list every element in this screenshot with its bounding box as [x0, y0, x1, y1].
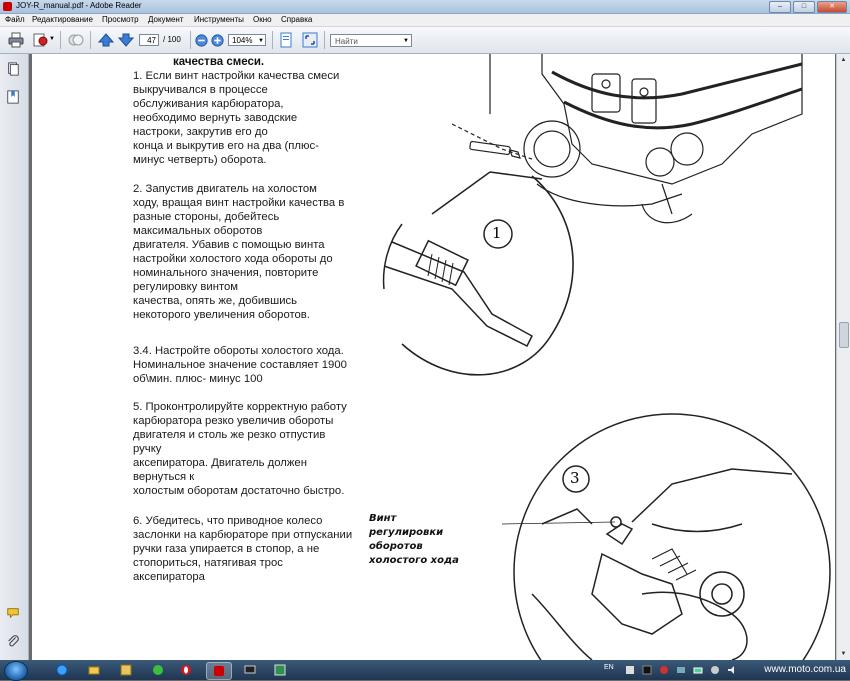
opera-icon[interactable]: [180, 664, 192, 676]
previous-page-icon[interactable]: [98, 32, 114, 48]
callout-line: холостого хода: [369, 555, 459, 566]
paragraph-1: [133, 69, 339, 167]
minimize-button[interactable]: –: [769, 1, 791, 13]
adobe-reader-icon: [213, 665, 225, 677]
monitor-icon: [244, 664, 256, 676]
vertical-scrollbar[interactable]: [836, 54, 850, 660]
find-placeholder: Найти: [335, 37, 358, 46]
text-line: заслонки на карбюраторе при отпускании: [133, 529, 353, 541]
toolbar-separator: [60, 31, 61, 49]
tray-icon[interactable]: [710, 665, 720, 675]
network-icon[interactable]: [693, 665, 703, 675]
close-button[interactable]: ✕: [817, 1, 847, 13]
taskbar-app[interactable]: [268, 662, 292, 678]
text-line: выкручивался в процессе: [133, 84, 268, 96]
toolbar: [0, 27, 850, 54]
menu-window[interactable]: Окно: [253, 15, 272, 24]
chevron-down-icon: ▼: [403, 38, 409, 44]
section-heading: качества смеси.: [173, 56, 265, 68]
language-indicator[interactable]: EN: [604, 664, 614, 671]
watermark: www.moto.com.ua: [764, 664, 846, 675]
tray-icon[interactable]: [676, 665, 686, 675]
figure-label-three: 3: [570, 469, 580, 487]
window-controls: [769, 1, 847, 13]
menu-view[interactable]: Просмотр: [102, 15, 139, 24]
toolbar-separator: [272, 31, 273, 49]
maximize-button[interactable]: □: [793, 1, 815, 13]
paragraph-2: [133, 182, 344, 322]
text-line: минус четверть) оборота.: [133, 154, 267, 166]
image-viewer-icon: [274, 664, 286, 676]
text-line: 5. Проконтролируйте корректную работу: [133, 401, 347, 413]
figure-label-one: 1: [492, 224, 502, 242]
full-screen-icon[interactable]: [302, 32, 318, 48]
icq-icon[interactable]: [152, 664, 164, 676]
window-title: JOY-R_manual.pdf - Adobe Reader: [16, 1, 142, 10]
taskbar-adobe-reader[interactable]: [206, 662, 232, 680]
idle-screw-callout: [369, 512, 459, 568]
text-line: 3.4. Настройте обороты холостого хода.: [133, 345, 344, 357]
callout-line: оборотов: [369, 541, 423, 552]
next-page-icon[interactable]: [118, 32, 134, 48]
text-line: 1. Если винт настройки качества смеси: [133, 70, 340, 82]
text-line: 6. Убедитесь, что приводное колесо: [133, 515, 323, 527]
text-line: обслуживания карбюратора,: [133, 98, 284, 110]
text-line: вернуться к: [133, 471, 195, 483]
text-line: двигателя и столь же резко отпустив: [133, 429, 326, 441]
text-line: номинального значения, повторите: [133, 267, 319, 279]
zoom-level-select[interactable]: [228, 34, 266, 46]
text-line: ходу, вращая винт настройки качества в: [133, 197, 345, 209]
text-line: максимальных оборотов: [133, 225, 263, 237]
text-line: об\мин. плюс- минус 100: [133, 373, 263, 385]
pdf-page: [32, 54, 835, 660]
text-line: некоторого увеличения оборотов.: [133, 309, 310, 321]
text-line: аксепиратора. Двигатель должен: [133, 457, 307, 469]
callout-line: регулировки: [369, 527, 444, 538]
paragraph-5: [133, 514, 352, 584]
find-input[interactable]: [330, 34, 412, 47]
text-line: ручку: [133, 443, 162, 455]
text-line: регулировку винтом: [133, 281, 239, 293]
page-number-input[interactable]: 47: [139, 34, 159, 46]
attachments-icon[interactable]: [6, 634, 20, 648]
paragraph-3: [133, 344, 347, 386]
scroll-up-icon[interactable]: ▲: [840, 57, 847, 63]
app-icon[interactable]: [120, 664, 132, 676]
text-line: стопориться, натягивая трос: [133, 557, 283, 569]
tray-icon[interactable]: [642, 665, 652, 675]
internet-explorer-icon[interactable]: [56, 664, 68, 676]
tray-icon[interactable]: [659, 665, 669, 675]
menu-help[interactable]: Справка: [281, 15, 313, 24]
toolbar-separator: [90, 31, 91, 49]
navigation-pane: [0, 54, 29, 660]
text-line: Номинальное значение составляет 1900: [133, 359, 347, 371]
menu-bar: [0, 14, 850, 27]
text-line: конца и выкрутив его на два (плюс-: [133, 140, 319, 152]
adobe-reader-icon: [3, 2, 12, 11]
pages-icon[interactable]: [6, 62, 20, 76]
text-line: качества, опять же, добившись: [133, 295, 298, 307]
explorer-folder-icon[interactable]: [88, 664, 100, 676]
menu-tools[interactable]: Инструменты: [194, 15, 244, 24]
tray-icon[interactable]: [625, 665, 635, 675]
text-line: настроки, закрутив его до: [133, 126, 268, 138]
text-line: карбюратора резко увеличив обороты: [133, 415, 334, 427]
text-line: настройки холостого хода обороты до: [133, 253, 333, 265]
volume-icon[interactable]: [727, 665, 737, 675]
print-icon[interactable]: [8, 32, 24, 48]
menu-document[interactable]: Документ: [148, 15, 184, 24]
page-total: / 100: [163, 35, 181, 44]
toolbar-separator: [324, 31, 325, 49]
paragraph-4: [133, 400, 347, 498]
menu-file[interactable]: Файл: [5, 15, 25, 24]
text-line: ручки газа упирается в стопор, а не: [133, 543, 320, 555]
document-viewport[interactable]: [29, 54, 837, 660]
taskbar-app[interactable]: [238, 662, 262, 678]
start-button[interactable]: [4, 661, 28, 681]
chevron-down-icon[interactable]: ▼: [49, 36, 55, 42]
callout-line: Винт: [369, 513, 397, 524]
bookmarks-icon[interactable]: [6, 90, 20, 104]
zoom-in-icon[interactable]: [211, 34, 224, 47]
windows-taskbar: [0, 660, 850, 680]
collaborate-icon[interactable]: [68, 32, 84, 48]
text-line: необходимо вернуть заводские: [133, 112, 298, 124]
scroll-thumb[interactable]: [839, 322, 849, 348]
chevron-down-icon: ▼: [258, 38, 264, 44]
text-line: холостым оборотам достаточно быстро.: [133, 485, 345, 497]
menu-edit[interactable]: Редактирование: [32, 15, 93, 24]
text-line: 2. Запустив двигатель на холостом: [133, 183, 317, 195]
text-line: аксепиратора: [133, 571, 205, 583]
toolbar-separator: [190, 31, 191, 49]
comments-icon[interactable]: [6, 606, 20, 620]
fit-page-icon[interactable]: [278, 32, 294, 48]
text-line: двигателя. Убавив с помощью винта: [133, 239, 325, 251]
scroll-down-icon[interactable]: ▼: [840, 651, 847, 657]
title-bar: [0, 0, 850, 14]
text-line: разные стороны, добейтесь: [133, 211, 280, 223]
create-pdf-icon[interactable]: [32, 32, 48, 48]
zoom-level-value: 104%: [232, 36, 253, 45]
zoom-out-icon[interactable]: [195, 34, 208, 47]
